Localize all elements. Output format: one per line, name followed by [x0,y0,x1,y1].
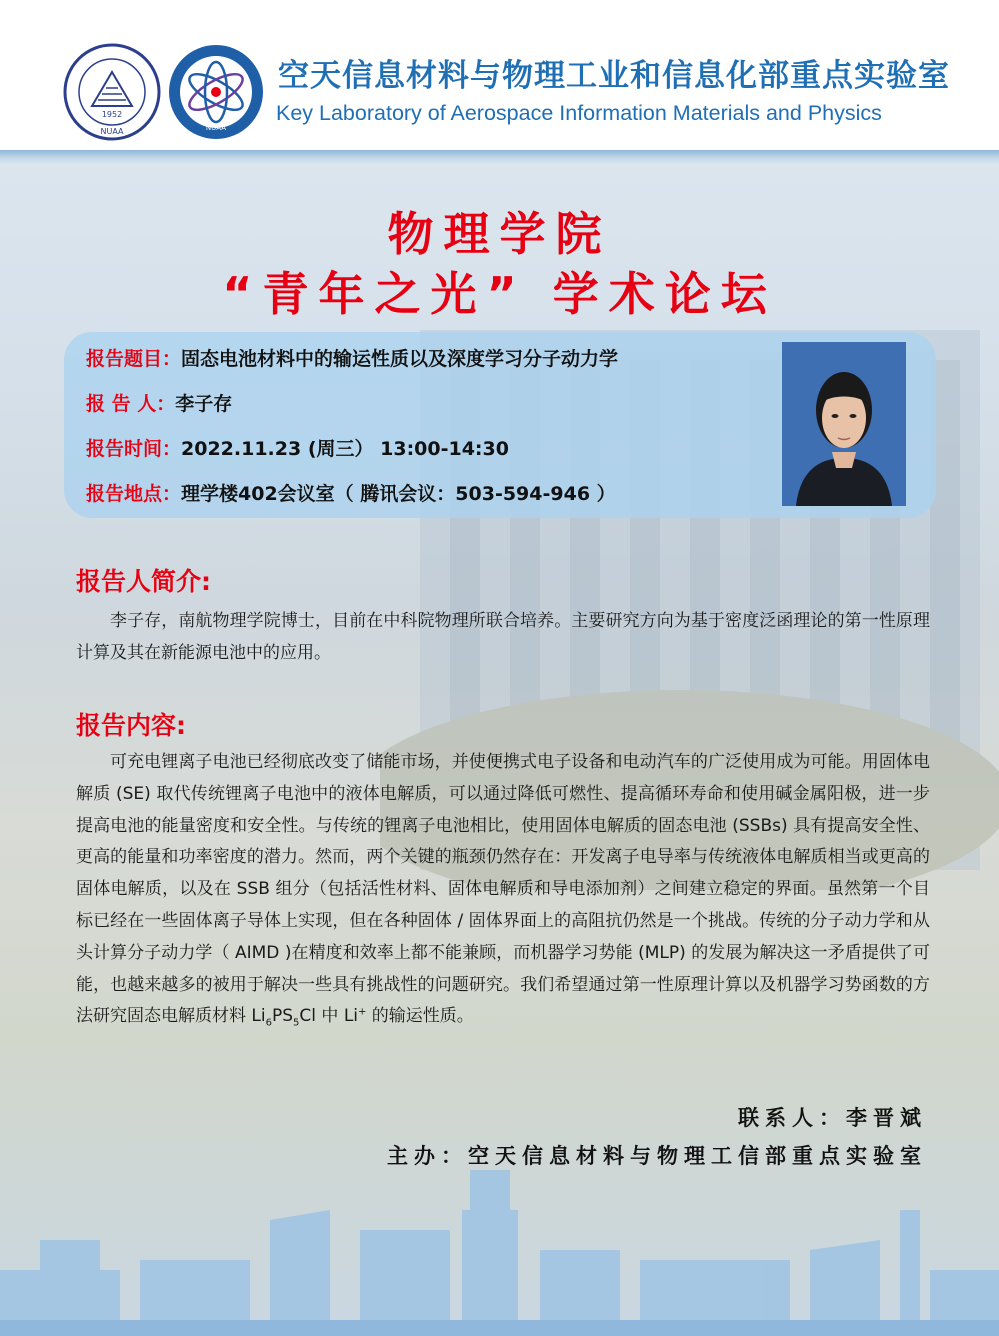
abstract-main-text: 可充电锂离子电池已经彻底改变了储能市场，并使便携式电子设备和电动汽车的广泛使用成为可能。用固体电解质 (SE) 取代传统锂离子电池中的液体电解质，可以通过降低可燃性、提高循环寿命和使用碱金属阳极，进一步提高电池的能量密度和安全性。与传统的锂离子电池相比，使用固体电解质的固态电池 (SSBs) 具有提高安全性、更高的能量和功率密度的潜力。然而，两个关键的瓶颈仍然存在：开发离子电导率与传统液体电解质相当或更高的固体电解质，以及在 SSB 组分（包括活性材料、固体电解质和导电添加剂）之间建立稳定的界面。虽然第一个目标已经在一些固体离子导体上实现，但在各种固体 / 固体界面上的高阻抗仍然是一个挑战。传统的分子动力学和从头计算分子动力学（ AIMD )在精度和效率上都不能兼顾，而机器学习势能 (MLP) 的发展为解决这一矛盾提供了可能，也越来越多的被用于解决一些具有挑战性的问题研究。我们希望通过第一性原理计算以及机器学习势函数的方法研究固态电解质材料 [76,752,930,1027]
topic-value: 固态电池材料中的输运性质以及深度学习分子动力学 [181,348,619,370]
contact-person: 联系人：李晋斌 [738,1105,927,1130]
svg-text:NUAA: NUAA [205,124,227,132]
skyline-silhouette [0,1150,999,1336]
ion-li: Li [343,1006,359,1027]
formula-cl: Cl [299,1006,316,1027]
info-row-venue [86,479,616,506]
info-row-speaker [86,389,232,416]
abstract-heading: 报告内容: [76,711,186,740]
header [0,0,999,152]
talk-info-panel [64,332,936,518]
bio-heading: 报告人简介: [76,567,211,596]
formula-sub-5: 5 [293,1017,300,1029]
speaker-label: 报 告 人： [86,393,176,415]
venue-value: 理学楼402会议室（ 腾讯会议：503-594-946 ） [181,483,616,505]
speaker-photo [782,342,906,506]
formula-li: Li [251,1006,266,1027]
time-value: 2022.11.23 (周三） 13:00-14:30 [181,438,509,460]
lab-name-english: Key Laboratory of Aerospace Information Materials and Physics [276,101,882,125]
poster-title-line2: “青年之光” 学术论坛 [222,267,777,321]
svg-text:1952: 1952 [101,110,123,119]
info-row-time [86,434,509,461]
abstract-end-text: 的输运性质。 [366,1006,474,1027]
nuaa-logo-icon [62,42,162,142]
speaker-value: 李子存 [175,393,233,415]
formula-ps: PS [271,1006,294,1027]
host-organization: 主办：空天信息材料与物理工信部重点实验室 [387,1143,927,1168]
ion-charge: + [358,1006,367,1018]
time-label: 报告时间： [86,438,182,460]
header-divider [0,150,999,164]
abstract-text [76,747,930,1033]
svg-text:NUAA: NUAA [100,127,124,136]
poster-title-line1: 物理学院 [387,207,612,261]
formula-sub-6: 6 [265,1017,272,1029]
abstract-mid-text: 中 [316,1006,344,1027]
topic-label: 报告题目： [86,348,182,370]
lab-logo-icon [166,42,266,142]
info-row-topic [86,344,618,371]
lab-name-chinese: 空天信息材料与物理工业和信息化部重点实验室 [278,58,950,94]
bio-text: 李子存，南航物理学院博士，目前在中科院物理所联合培养。主要研究方向为基于密度泛函理论的第一性原理计算及其在新能源电池中的应用。 [76,611,930,663]
venue-label: 报告地点： [86,483,182,505]
